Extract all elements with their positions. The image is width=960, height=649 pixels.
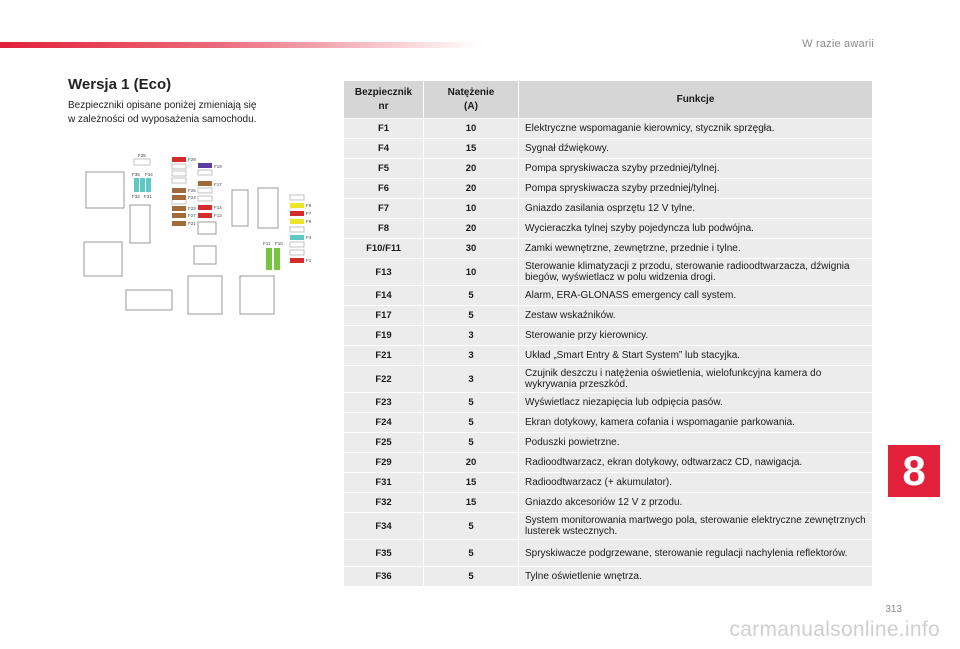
table-row [344, 433, 873, 453]
fuse-amperage: 5 [424, 393, 519, 413]
fuse-box-diagram [82, 150, 322, 320]
table-row [344, 473, 873, 493]
fuse-function: Gniazdo zasilania osprzętu 12 V tylne. [519, 199, 873, 219]
relay-block [232, 190, 248, 226]
table-row [344, 540, 873, 567]
table-row [344, 413, 873, 433]
header-amperage [424, 81, 519, 119]
fuse-number: F35 [344, 540, 424, 567]
fuse-function: Tylne oświetlenie wnętrza. [519, 567, 873, 587]
fuse-label: F34 [145, 172, 153, 177]
intro-line: w zależności od wyposażenia samochodu. [68, 114, 257, 125]
fuse-f4 [290, 235, 304, 240]
fuse-number: F21 [344, 346, 424, 366]
fuse-number: F24 [344, 413, 424, 433]
fuse-function: Elektryczne wspomaganie kierownicy, stycznik sprzęgła. [519, 119, 873, 139]
fuse-label: F17 [214, 182, 222, 187]
fuse-label: F21 [188, 221, 196, 226]
fuse-box-svg [82, 150, 322, 320]
fuse-amperage: 15 [424, 139, 519, 159]
fuse-amperage: 10 [424, 199, 519, 219]
fuse-f34 [146, 178, 151, 192]
fuse-number: F36 [344, 567, 424, 587]
fuse-label: F11 [263, 241, 271, 246]
chapter-number-tab: 8 [888, 445, 940, 497]
fuse-number: F13 [344, 259, 424, 286]
table-row [344, 306, 873, 326]
fuse-number: F14 [344, 286, 424, 306]
table-row [344, 493, 873, 513]
fuse-amperage: 10 [424, 119, 519, 139]
table-row [344, 326, 873, 346]
fuse-label: F8 [306, 203, 312, 208]
fuse-number: F34 [344, 513, 424, 540]
fuse-number: F5 [344, 159, 424, 179]
header-text: (A) [464, 100, 478, 112]
fuse-label: F24 [188, 195, 196, 200]
fuse-amperage: 5 [424, 513, 519, 540]
table-row [344, 366, 873, 393]
fuse-f32 [140, 178, 145, 192]
fuse-number: F22 [344, 366, 424, 393]
fuse-label: F19 [214, 164, 222, 169]
fuse-amperage: 30 [424, 239, 519, 259]
fuse-f14 [198, 205, 212, 210]
table-header-row [344, 81, 873, 119]
fuse-label: F14 [214, 205, 222, 210]
header-text: Bezpiecznik [354, 86, 413, 98]
table-row [344, 393, 873, 413]
relay-block [198, 222, 216, 234]
fuse-number: F4 [344, 139, 424, 159]
relay-block [188, 276, 222, 314]
fuse-amperage: 5 [424, 433, 519, 453]
fuse-amperage: 20 [424, 179, 519, 199]
fuse-label: F27 [188, 213, 196, 218]
fuse-f23 [172, 206, 186, 211]
fuse-function: Radioodtwarzacz, ekran dotykowy, odtwarzacz CD, nawigacja. [519, 453, 873, 473]
fuse-label: F31 [144, 194, 152, 199]
intro-line: Bezpieczniki opisane poniżej zmieniają się [68, 100, 257, 111]
relay-block [240, 276, 274, 314]
fuse-function: Spryskiwacze podgrzewane, sterowanie regulacji nachylenia reflektorów. [519, 540, 873, 567]
table-row [344, 179, 873, 199]
fuse-function: Zestaw wskaźników. [519, 306, 873, 326]
fuse-number: F25 [344, 433, 424, 453]
header-functions: Funkcje [519, 81, 873, 119]
table-row [344, 199, 873, 219]
fuse-f1 [290, 258, 304, 263]
fuse-f24 [172, 195, 186, 200]
fuse-amperage: 5 [424, 540, 519, 567]
fuse-amperage: 20 [424, 159, 519, 179]
fuse-number: F10/F11 [344, 239, 424, 259]
fuse-label: F35 [138, 153, 146, 158]
fuse-table [343, 80, 873, 587]
fuse-number: F23 [344, 393, 424, 413]
header-text: Natężenie [447, 86, 495, 98]
fuse-f19 [198, 163, 212, 168]
fuse-f29 [172, 157, 186, 162]
relay-block [130, 205, 150, 243]
table-row [344, 239, 873, 259]
fuse-f8 [290, 203, 304, 208]
fuse-function: System monitorowania martwego pola, sterowanie elektryczne zewnętrznych lusterek wstecznych. [519, 513, 873, 540]
watermark: carmanualsonline.info [729, 618, 940, 641]
fuse-f13 [198, 213, 212, 218]
fuse-label: F32 [132, 194, 140, 199]
fuse-amperage: 3 [424, 326, 519, 346]
fuse-f36 [134, 178, 139, 192]
fuse-number: F32 [344, 493, 424, 513]
fuse-function: Sterowanie klimatyzacji z przodu, sterowanie radioodtwarzacza, dźwignia biegów, wyświetlacz w polu widzenia drogi. [519, 259, 873, 286]
fuse-number: F17 [344, 306, 424, 326]
fuse-function: Pompa spryskiwacza szyby przedniej/tylnej. [519, 179, 873, 199]
fuse-amperage: 10 [424, 259, 519, 286]
intro-text [68, 99, 328, 127]
table-row [344, 139, 873, 159]
fuse-f7 [290, 211, 304, 216]
fuse-amperage: 3 [424, 346, 519, 366]
fuse-function: Ekran dotykowy, kamera cofania i wspomaganie parkowania. [519, 413, 873, 433]
fuse-label: F36 [132, 172, 140, 177]
fuse-function: Wyświetlacz niezapięcia lub odpięcia pasów. [519, 393, 873, 413]
fuse-function: Zamki wewnętrzne, zewnętrzne, przednie i tylne. [519, 239, 873, 259]
chapter-title: W razie awarii [802, 38, 874, 50]
fuse-amperage: 5 [424, 286, 519, 306]
table-row [344, 119, 873, 139]
table-row [344, 259, 873, 286]
relay-block [86, 172, 124, 208]
fuse-f6 [290, 219, 304, 224]
fuse-amperage: 5 [424, 413, 519, 433]
fuse-amperage: 20 [424, 219, 519, 239]
relay-block [84, 242, 122, 276]
fuse-function: Pompa spryskiwacza szyby przedniej/tylnej. [519, 159, 873, 179]
fuse-label: F13 [214, 213, 222, 218]
fuse-amperage: 15 [424, 493, 519, 513]
table-row [344, 567, 873, 587]
table-row [344, 219, 873, 239]
fuse-label: F23 [188, 206, 196, 211]
fuse-function: Czujnik deszczu i natężenia oświetlenia, wielofunkcyjna kamera do wykrywania przeszkód. [519, 366, 873, 393]
fuse-f21 [172, 221, 186, 226]
fuse-function: Układ „Smart Entry & Start System” lub stacyjka. [519, 346, 873, 366]
fuse-f27 [172, 213, 186, 218]
table-row [344, 453, 873, 473]
relay-block [258, 188, 278, 228]
table-row [344, 159, 873, 179]
fuse-function: Poduszki powietrzne. [519, 433, 873, 453]
fuse-amperage: 5 [424, 306, 519, 326]
fuse-f17 [198, 181, 212, 186]
fuse-number: F29 [344, 453, 424, 473]
fuse-label: F25 [188, 188, 196, 193]
fuse-label: F7 [306, 211, 312, 216]
header-fuse-number [344, 81, 424, 119]
fuse-function: Alarm, ERA-GLONASS emergency call system. [519, 286, 873, 306]
fuse-amperage: 20 [424, 453, 519, 473]
table-row [344, 346, 873, 366]
fuse-amperage: 15 [424, 473, 519, 493]
fuse-function: Radioodtwarzacz (+ akumulator). [519, 473, 873, 493]
relay-block [126, 290, 172, 310]
fuse-number: F19 [344, 326, 424, 346]
fuse-label: F10 [275, 241, 283, 246]
table-row [344, 286, 873, 306]
table-row [344, 513, 873, 540]
header-text: nr [378, 100, 389, 112]
fuse-number: F7 [344, 199, 424, 219]
fuse-function: Wycieraczka tylnej szyby pojedyncza lub podwójna. [519, 219, 873, 239]
fuse-label: F4 [306, 235, 312, 240]
fuse-amperage: 5 [424, 567, 519, 587]
section-heading: Wersja 1 (Eco) [68, 76, 172, 93]
fuse-f10 [274, 248, 280, 270]
fuse-function: Sygnał dźwiękowy. [519, 139, 873, 159]
fuse-label: F6 [306, 219, 312, 224]
relay-block [194, 246, 216, 264]
fuse-f11 [266, 248, 272, 270]
fuse-label: F29 [188, 157, 196, 162]
fuse-function: Sterowanie przy kierownicy. [519, 326, 873, 346]
page-number: 313 [885, 604, 902, 615]
fuse-number: F1 [344, 119, 424, 139]
fuse-number: F8 [344, 219, 424, 239]
fuse-number: F31 [344, 473, 424, 493]
fuse-function: Gniazdo akcesoriów 12 V z przodu. [519, 493, 873, 513]
fuse-number: F6 [344, 179, 424, 199]
fuse-label: F1 [306, 258, 312, 263]
fuse-f25 [172, 188, 186, 193]
fuse-amperage: 3 [424, 366, 519, 393]
header-accent-bar [0, 42, 480, 48]
